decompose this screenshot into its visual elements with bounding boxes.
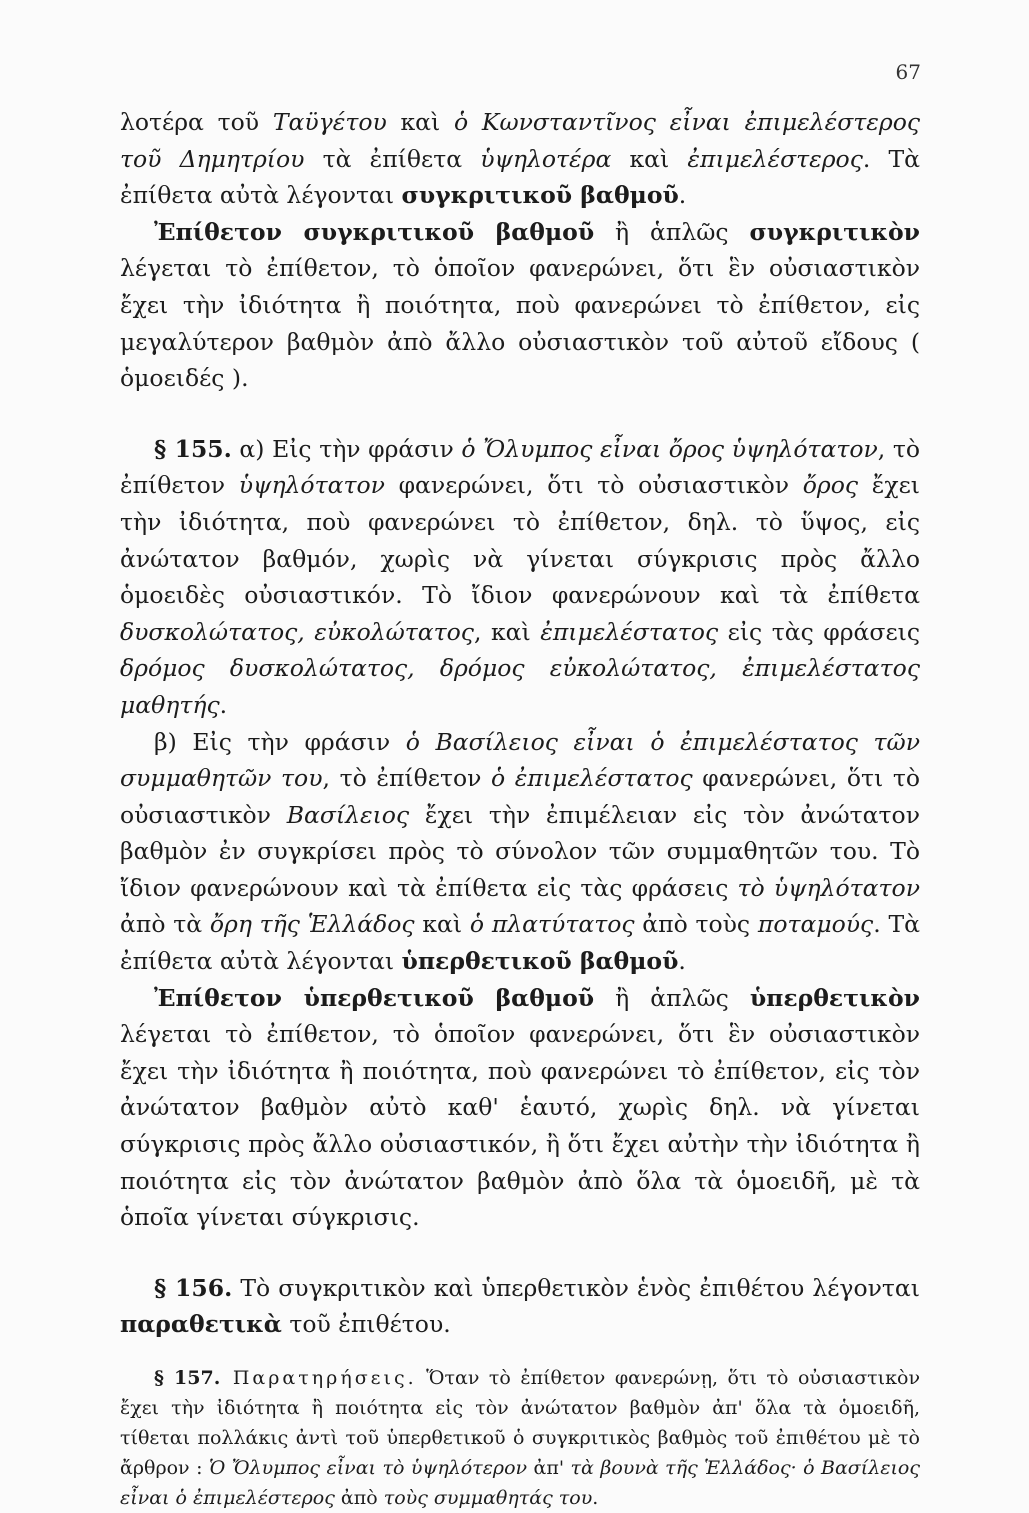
text-run: λέγεται τὸ ἐπίθετον, τὸ ὁποῖον φανερώνει, ὅτι ἓν οὐσιαστικὸν ἔχει τὴν ἰδιότητα ἢ ποιότητα, ποὺ φανερώνει τὸ ἐπίθετον, εἰς τὸν ἀνώτατον βαθμὸν αὐτὸ καθ' ἑαυτό, χωρὶς δηλ. νὰ γίνεται σύγκρισις πρὸς ἄλλο οὐσιαστικόν, ἢ ὅτι ἔχει αὐτὴν τὴν ἰδιότητα ἢ ποιότητα εἰς τὸν ἀνώτατον βαθμὸν ἀπὸ ὅλα τὰ ὁμοειδῆ, μὲ τὰ ὁποῖα γίνεται σύγκρισις. xyxy=(120,1020,920,1232)
page-body xyxy=(120,104,920,1513)
text-run: ἔχει τὴν ἐπιμέλειαν εἰς τὸν ἀνώτατον βαθμὸν ἐν συγκρίσει πρὸς τὸ σύνολον τῶν συμμαθητῶν του. Τὸ ἴδιον φανερώνουν καὶ τὰ ἐπίθετα εἰς τὰς φράσεις xyxy=(120,800,920,902)
text-run: β) Εἰς τὴν φράσιν xyxy=(154,727,406,756)
text-run: α) Εἰς τὴν φράσιν xyxy=(231,434,462,463)
section-number: § 156. xyxy=(154,1273,233,1302)
italic-run: τοὺς συμμαθητάς του xyxy=(383,1487,593,1509)
italic-run: ὁ Ὄλυμπος εἶναι ὄρος ὑψηλότατον xyxy=(461,434,878,463)
text-run: ἀπὸ τὰ xyxy=(120,910,210,939)
italic-run: ἐπιμελέστατος xyxy=(540,617,719,646)
text-run: λοτέρα τοῦ xyxy=(120,108,273,136)
section-157-note xyxy=(120,1363,920,1513)
italic-run: ὄρη τῆς Ἑλλάδος xyxy=(209,910,415,939)
italic-run: τὰ βουνὰ τῆς Ἑλλάδος· ὁ Βασίλειος εἶναι ὁ ἐπιμελέστερος xyxy=(120,1457,920,1509)
text-run: . Τὰ ἐπίθετα αὐτὰ λέγονται xyxy=(120,144,921,210)
italic-run: ὁ ἐπιμελέστατος xyxy=(491,764,693,793)
bold-term: παραθετικὰ xyxy=(120,1310,282,1339)
text-run: καὶ xyxy=(414,910,470,939)
text-run: ἢ ἁπλῶς xyxy=(594,217,750,246)
text-run: καὶ xyxy=(386,108,454,136)
text-run: . xyxy=(678,181,687,210)
italic-run: δυσκολώτατος, εὐκολώτατος xyxy=(120,617,474,646)
text-run: τὰ ἐπίθετα xyxy=(304,144,481,173)
text-run: λέγεται τὸ ἐπίθετον, τὸ ὁποῖον φανερώνει, ὅτι ἓν οὐσιαστικὸν ἔχει τὴν ἰδιότητα ἢ ποιότητα, ποὺ φανερώνει τὸ ἐπίθετον, εἰς μεγαλύτερον βαθμὸν ἀπὸ ἄλλο οὐσιαστικὸν τοῦ αὐτοῦ εἴδους ( ὁμοειδές ). xyxy=(120,254,920,393)
italic-run: δρόμος δυσκολώτατος, δρόμος εὐκολώτατος, ἐπιμελέστατος μαθητής xyxy=(120,654,920,719)
bold-term: Ἐπίθετον ὑπερθετικοῦ βαθμοῦ xyxy=(154,983,595,1012)
text-run: καὶ xyxy=(611,144,688,173)
italic-run: Βασίλειος xyxy=(286,800,410,829)
text-run: εἰς τὰς φράσεις xyxy=(718,617,920,646)
text-run: . xyxy=(219,690,228,719)
text-run: Τὸ συγκριτικὸν καὶ ὑπερθετικὸν ἑνὸς ἐπιθέτου λέγονται xyxy=(232,1273,920,1302)
paragraph-comparative-intro xyxy=(120,104,920,214)
italic-run: ὁ Βασίλειος εἶναι ὁ ἐπιμελέστατος τῶν συμμαθητῶν του xyxy=(120,727,921,793)
spaced-heading: Παρατηρήσεις. xyxy=(220,1367,417,1389)
italic-run: ἐπιμελέστερος xyxy=(687,144,863,173)
section-number: § 157. xyxy=(154,1367,221,1389)
paragraph-beta xyxy=(120,724,920,980)
italic-run: ὁ Κωνσταντῖνος εἶναι ἐπιμελέστερος τοῦ Δημητρίου xyxy=(120,108,921,173)
text-run: ἀπὸ xyxy=(334,1487,384,1509)
paragraph-comparative-definition xyxy=(120,214,920,397)
page-number: 67 xyxy=(895,60,921,84)
bold-term: ὑπερθετικοῦ βαθμοῦ xyxy=(401,947,679,976)
text-run: ἔχει τὴν ἰδιότητα, ποὺ φανερώνει τὸ ἐπίθετον, δηλ. τὸ ὕψος, εἰς ἀνώτατον βαθμόν, χωρὶς νὰ γίνεται σύγκρισις πρὸς ἄλλο ὁμοειδὲς οὐσιαστικόν. Τὸ ἴδιον φανερώνουν καὶ τὰ ἐπίθετα xyxy=(120,471,920,610)
paragraph-superlative-definition xyxy=(120,980,920,1236)
section-155 xyxy=(120,431,920,724)
italic-run: ποταμούς xyxy=(757,910,874,939)
text-run: . xyxy=(678,947,686,976)
text-run: , καὶ xyxy=(473,617,541,646)
italic-run: τὸ ὑψηλότατον xyxy=(737,873,920,902)
text-run: τοῦ ἐπιθέτου. xyxy=(281,1310,451,1339)
bold-term: συγκριτικὸν xyxy=(749,217,920,246)
italic-run: ὑψηλότατον xyxy=(238,471,385,500)
italic-run: ὑψηλοτέρα xyxy=(480,144,612,173)
text-run: φανερώνει, ὅτι τὸ οὐσιαστικὸν xyxy=(120,764,920,829)
section-number: § 155. xyxy=(154,434,232,463)
text-run: . Τὰ ἐπίθετα αὐτὰ λέγονται xyxy=(120,910,921,976)
bold-term: Ἐπίθετον συγκριτικοῦ βαθμοῦ xyxy=(154,217,595,246)
text-run: Ὅταν τὸ ἐπίθετον φανερώνῃ, ὅτι τὸ οὐσιαστικὸν ἔχει τὴν ἰδιότητα ἢ ποιότητα εἰς τὸν ἀνώτατον βαθμὸν ἀπ' ὅλα τὰ ὁμοειδῆ, τίθεται πολλάκις ἀντὶ τοῦ ὑπερθετικοῦ ὁ συγκριτικὸς βαθμὸς τοῦ ἐπιθέτου μὲ τὸ ἄρθρον : xyxy=(120,1367,920,1479)
text-run: φανερώνει, ὅτι τὸ οὐσιαστικὸν xyxy=(384,471,803,500)
text-run: , τὸ ἐπίθετον xyxy=(322,764,492,793)
section-156 xyxy=(120,1270,920,1343)
text-run: . xyxy=(592,1487,599,1509)
bold-term: ὑπερθετικὸν xyxy=(749,983,920,1012)
italic-run: Ταϋγέτου xyxy=(272,108,387,136)
text-run: ἀπὸ τοὺς xyxy=(634,910,758,939)
text-run: ἀπ' xyxy=(527,1457,571,1479)
italic-run: ὄρος xyxy=(802,471,859,500)
italic-run: ὁ πλατύτατος xyxy=(469,910,635,939)
text-run: , τὸ ἐπίθετον xyxy=(120,434,920,500)
italic-run: Ὁ Ὄλυμπος εἶναι τὸ ὑψηλότερον xyxy=(208,1457,528,1479)
bold-term: συγκριτικοῦ βαθμοῦ xyxy=(401,181,679,210)
text-run: ἢ ἁπλῶς xyxy=(594,983,750,1012)
